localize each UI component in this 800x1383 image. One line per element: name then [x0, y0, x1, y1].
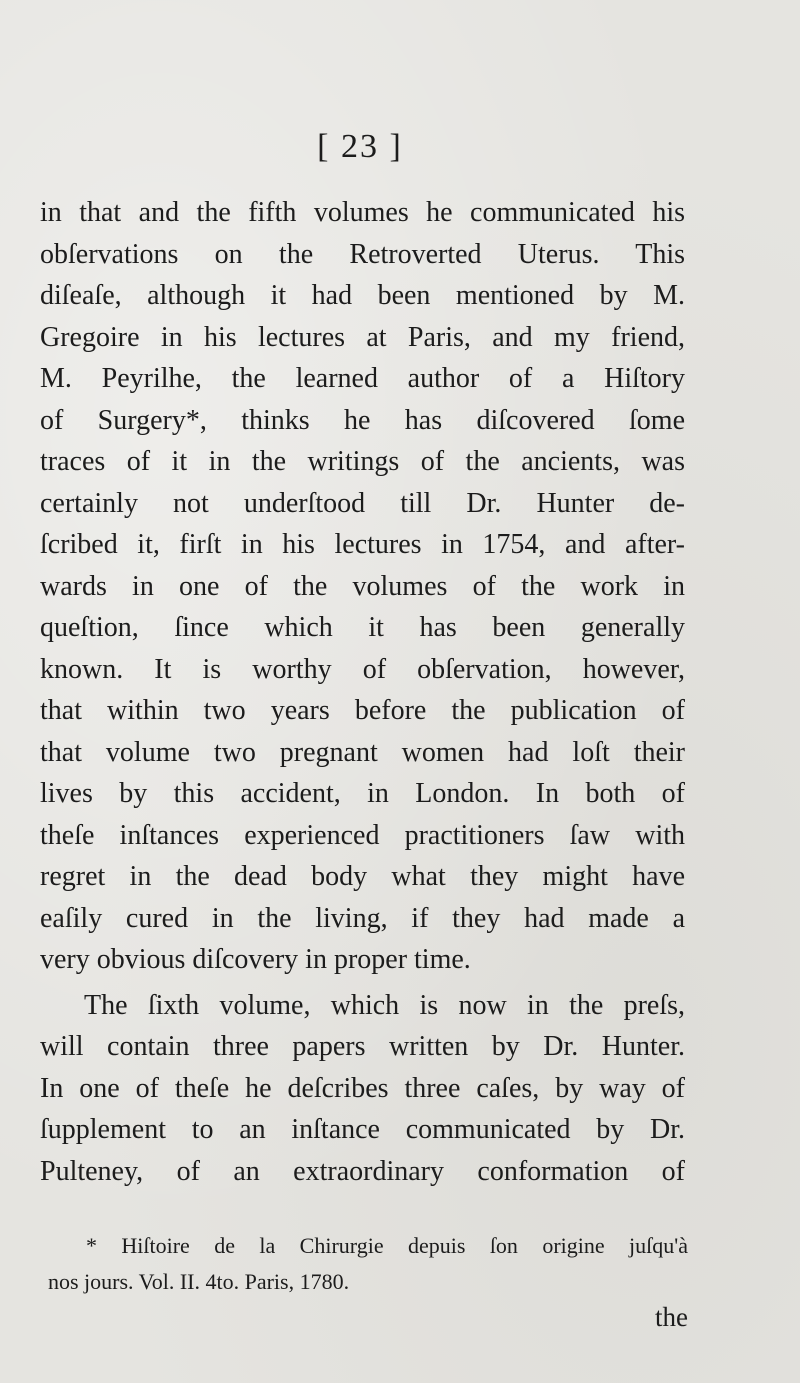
- text-line: eaſily cured in the living, if they had made a: [40, 902, 685, 934]
- text-line: wards in one of the volumes of the work in: [40, 570, 685, 602]
- text-line: diſeaſe, although it had been mentioned by M.: [40, 280, 685, 311]
- text-line: M. Peyrilhe, the learned author of a Hiſtory: [40, 363, 685, 394]
- text-line: of Surgery*, thinks he has diſcovered ſome: [40, 404, 685, 436]
- text-line: theſe inſtances experienced practitioners ſaw with: [40, 819, 685, 851]
- text-line: known. It is worthy of obſervation, however,: [40, 653, 685, 685]
- text-line: ſupplement to an inſtance communicated by Dr.: [40, 1114, 685, 1145]
- text-line: in that and the fifth volumes he communicated his: [40, 197, 685, 228]
- text-line: queſtion, ſince which it has been generally: [40, 612, 685, 643]
- text-line: obſervations on the Retroverted Uterus. This: [40, 238, 685, 270]
- page-number-header: [0, 128, 720, 166]
- text-line: will contain three papers written by Dr. Hunter.: [40, 1031, 685, 1062]
- footnote-line: nos jours. Vol. II. 4to. Paris, 1780.: [48, 1269, 350, 1294]
- footnote: [48, 1228, 688, 1300]
- text-line: ſcribed it, firſt in his lectures in 1754, and after-: [40, 529, 685, 560]
- text-line: In one of theſe he deſcribes three caſes, by way of: [40, 1072, 685, 1104]
- footnote-line: * Hiſtoire de la Chirurgie depuis ſon origine juſqu'à: [86, 1233, 688, 1258]
- text-line: Gregoire in his lectures at Paris, and my friend,: [40, 321, 685, 353]
- page-number: [ 23 ]: [317, 128, 403, 165]
- text-line: that within two years before the publication of: [40, 695, 685, 726]
- text-line: certainly not underſtood till Dr. Hunter de-: [40, 487, 685, 519]
- text-line: very obvious diſcovery in proper time.: [40, 944, 471, 975]
- text-line: lives by this accident, in London. In both of: [40, 778, 685, 809]
- main-text: [40, 192, 685, 1192]
- text-line: Pulteney, of an extraordinary conformation of: [40, 1155, 685, 1187]
- text-line: traces of it in the writings of the ancients, was: [40, 446, 685, 477]
- text-line: that volume two pregnant women had loſt their: [40, 736, 685, 768]
- text-line: regret in the dead body what they might have: [40, 861, 685, 892]
- catchword: the: [655, 1302, 688, 1332]
- text-line: The ſixth volume, which is now in the preſs,: [84, 989, 685, 1021]
